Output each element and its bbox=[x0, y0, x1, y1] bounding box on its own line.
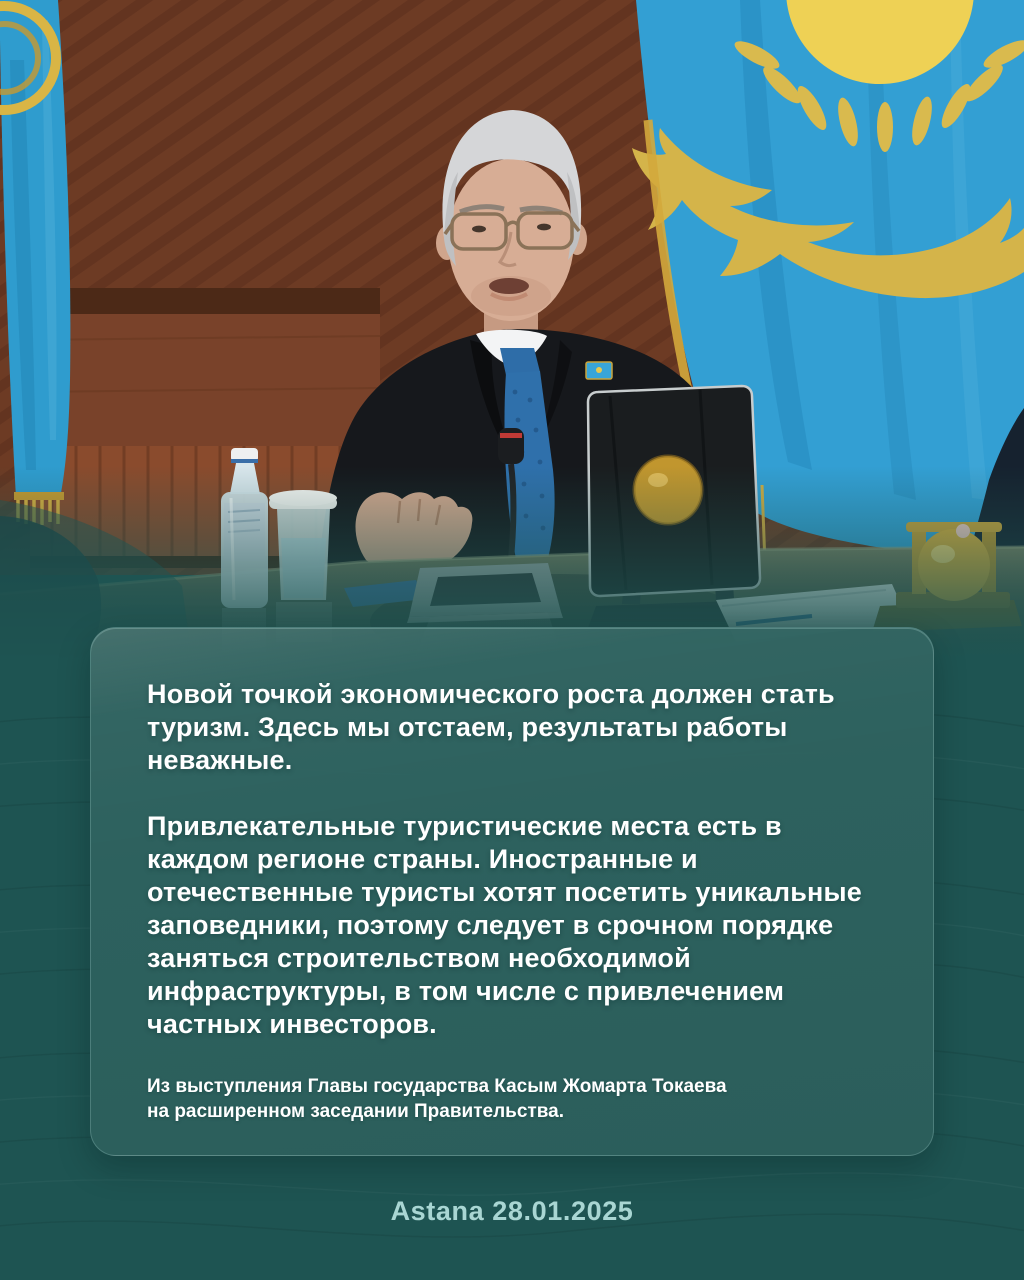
mouth bbox=[489, 278, 529, 294]
flag-lapel-pin bbox=[586, 362, 612, 379]
quote-paragraph-1: Новой точкой экономического роста должен стать туризм. Здесь мы отстаем, результаты работы неважные. bbox=[147, 679, 835, 775]
quote-attribution: Из выступления Главы государства Касым Жомарта Токаева на расширенном заседании Правительства. bbox=[147, 1076, 727, 1122]
quote-paragraph-2: Привлекательные туристические места есть в каждом регионе страны. Иностранные и отечественные туристы хотят посетить уникальные заповедники, поэтому следует в срочном порядке заняться строительством необходимой инфраструктуры, в том числе с привлечением частных инвесторов. bbox=[147, 811, 862, 1039]
quote-card bbox=[90, 627, 934, 1156]
location-date: Astana 28.01.2025 bbox=[390, 1196, 634, 1226]
